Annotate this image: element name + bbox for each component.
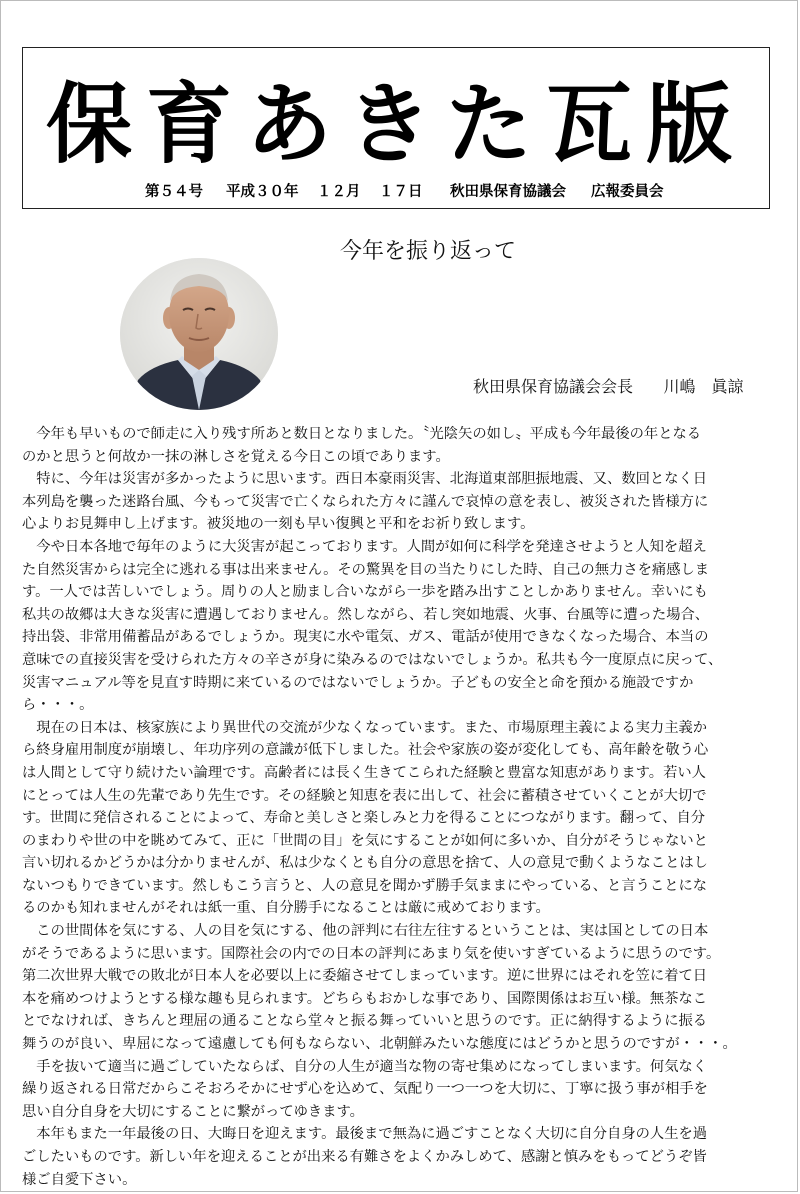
body-text-line: 言い切れるかどうかは分かりませんが、私は少なくとも自分の意思を捨て、人の意見で動くようなことはし	[22, 855, 708, 872]
issue-year: 平成３０年	[226, 184, 299, 200]
article-body	[22, 423, 782, 1191]
body-text-line: 本列島を襲った迷路台風、今もって災害で亡くなられた方々に謹んで哀悼の意を表し、被災された皆様方に	[22, 493, 709, 510]
body-text-line: ないつもりできています。然しもこう言うと、人の意見を聞かず勝手気ままにやっている、と言うことにな	[22, 877, 708, 894]
body-text-line: 特に、今年は災害が多かったように思います。西日本豪雨災害、北海道東部胆振地震、又、数回となく日	[22, 471, 708, 488]
committee-name: 広報委員会	[591, 184, 664, 200]
author-portrait	[120, 258, 278, 410]
body-text-line: 心よりお見舞申し上げます。被災地の一刻も早い復興と平和をお祈り致します。	[22, 516, 535, 533]
body-text-line: 私共の故郷は大きな災害に遭遇しておりません。然しながら、若し突如地震、火事、台風等に遭った場合、	[22, 606, 710, 623]
issue-month: １２月	[317, 184, 361, 200]
body-text-line: 持出袋、非常用備蓄品があるでしょうか。現実に水や電気、ガス、電話が使用できなくなった場合、本当の	[22, 629, 709, 646]
author-byline	[473, 375, 744, 399]
body-text-line: 舞うのが良い、卑屈になって遠慮しても何もならない、北朝鮮みたいな態度にはどうかと思うのですが・・・。	[22, 1036, 737, 1053]
body-text-line: 本年もまた一年最後の日、大晦日を迎えます。最後まで無為に過ごすことなく大切に自分自身の人生を過	[22, 1126, 708, 1143]
body-text-line: 第二次世界大戦での敗北が日本人を必要以上に委縮させてしまっています。逆に世界にはそれを笠に着て日	[22, 968, 708, 985]
issue-day: １７日	[379, 184, 423, 200]
portrait-image	[120, 258, 278, 410]
body-text-line: 本を痛めつけようとする様な趣も見られます。どちらもおかしな事であり、国際関係はお互い様。無茶なこ	[22, 990, 708, 1007]
body-text-line: す。世間に発信されることによって、寿命と美しさと楽しみと力を得ることにつながります。翻って、自分	[22, 810, 706, 827]
body-text-line: とでなければ、きちんと理屈の通ることなら堂々と振る舞っていいと思うのです。正に納得するように振る	[22, 1013, 708, 1030]
article-headline: 今年を振り返って	[340, 239, 517, 264]
body-text-line: 今や日本各地で毎年のように大災害が起こっております。人間が如何に科学を発達させようと人知を超え	[22, 538, 707, 555]
body-text-line: 今年も早いもので師走に入り残す所あと数日となりました。〝光陰矢の如し〟平成も今年最後の年となる	[22, 426, 702, 442]
body-text-line: た自然災害からは完全に逃れる事は出来ません。その驚異を目の当たりにした時、自己の無力さを痛感しま	[22, 561, 710, 578]
body-text-line: この世間体を気にする、人の目を気にする、他の評判に右往左往するということは、実は国としての日本	[22, 923, 709, 940]
issue-number: 第５４号	[145, 184, 203, 200]
body-text-line: 繰り返される日常だからこそおろそかにせず心を込めて、気配り一つ一つを大切に、丁寧に扱う事が相手を	[22, 1081, 708, 1098]
body-text-line: のかと思うと何故か一抹の淋しさを覚える今日この頃であります。	[22, 448, 450, 465]
publisher-name: 秋田県保育協議会	[450, 184, 566, 200]
body-text-line: のまわりや世の中を眺めてみて、正に「世間の目」を気にすることが如何に多いか、自分がそうじゃないと	[22, 832, 708, 849]
author-title: 秋田県保育協議会会長	[473, 377, 634, 396]
body-text-line: にとっては人生の先輩であり先生です。その経験と知恵を表に出して、社会に蓄積させていくことが大切で	[22, 787, 707, 804]
masthead-box	[22, 47, 770, 209]
body-text-line: 現在の日本は、核家族により異世代の交流が少なくなっています。また、市場原理主義による実力主義か	[22, 719, 708, 736]
author-name: 川嶋 眞諒	[663, 377, 744, 396]
body-text-line: 手を抜いて適当に過ごしていたならば、自分の人生が適当な物の寄せ集めになってしまいます。何気なく	[22, 1058, 708, 1075]
body-text-line: がそうであるように思います。国際社会の内での日本の評判にあまり気を使いすぎているように思うのです。	[22, 945, 721, 962]
body-text-line: 思い自分自身を大切にすることに繋がってゆきます。	[22, 1103, 364, 1120]
body-text-line: ら・・・。	[22, 697, 94, 714]
body-text-line: す。一人では苦しいでしょう。周りの人と励まし合いながら一歩を踏み出すことしかありません。幸いにも	[22, 584, 708, 601]
body-text-line: 意味での直接災害を受けられた方々の辛さが身に染みるのではないでしょうか。私共も今一度原点に戻って、	[22, 651, 723, 668]
body-text-line: ごしたいものです。新しい年を迎えることが出来る有難さをよくかみしめて、感謝と慎みをもってどうぞ皆	[22, 1149, 707, 1165]
body-text-line: るのかも知れませんがそれは紙一重、自分勝手になることは厳に戒めております。	[22, 900, 550, 917]
body-text-line: は人間として守り続けたい論理です。高齢者には長く生きてこられた経験と豊富な知恵があります。若い人	[22, 764, 706, 781]
body-text-line: 様ご自愛下さい。	[22, 1171, 137, 1188]
body-text-line: ら終身雇用制度が崩壊し、年功序列の意識が低下しました。社会や家族の姿が変化しても、高年齢を敬う心	[22, 742, 709, 759]
newsletter-title: 保育あきた瓦版	[46, 72, 746, 176]
body-text-line: 災害マニュアル等を見直す時期に来ているのではないでしょうか。子どもの安全と命を預かる施設ですか	[22, 674, 694, 691]
